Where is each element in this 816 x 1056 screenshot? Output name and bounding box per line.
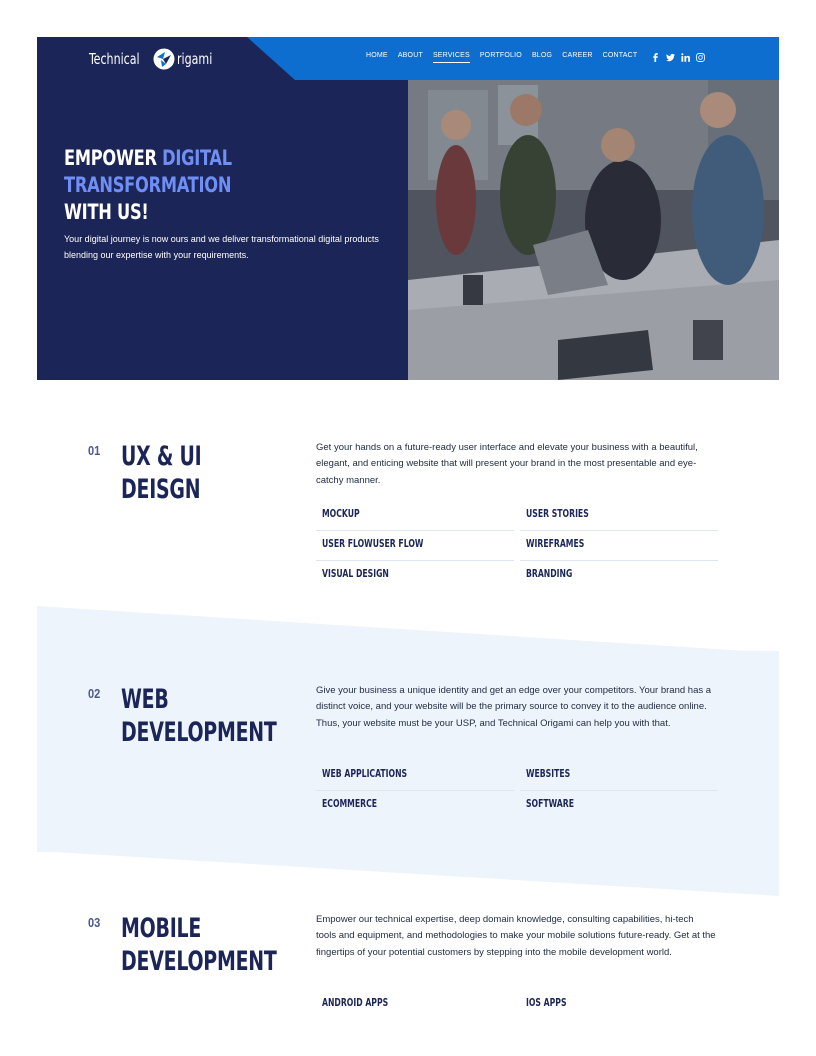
social-links [651, 53, 705, 62]
service-number: 03 [88, 915, 101, 930]
logo-text-left: Technical [89, 50, 140, 68]
section-band-bottom [37, 851, 779, 896]
logo[interactable] [89, 47, 220, 71]
hero-title-part1: EMPOWER [64, 146, 163, 170]
service-tag: BRANDING [526, 567, 573, 580]
service-tag: WIREFRAMES [520, 531, 718, 561]
section-band [37, 651, 779, 852]
hero-team-photo [408, 80, 779, 380]
service-tag: IOS APPS [526, 996, 567, 1009]
nav-career[interactable]: CAREER [562, 52, 593, 59]
nav-home[interactable]: HOME [366, 52, 388, 59]
nav-portfolio[interactable]: PORTFOLIO [479, 52, 522, 59]
nav-blog[interactable]: BLOG [531, 52, 553, 59]
hero-section [37, 80, 408, 380]
service-tag: USER STORIES [520, 501, 718, 531]
nav-about[interactable]: ABOUT [397, 52, 423, 59]
service-tags [316, 761, 718, 821]
twitter-icon[interactable] [666, 53, 675, 62]
origami-bird-icon [153, 48, 175, 70]
service-tag: ECOMMERCE [322, 797, 378, 810]
linkedin-icon[interactable] [681, 53, 690, 62]
service-tags [316, 501, 718, 591]
service-tag: USER FLOWUSER FLOW [316, 531, 514, 561]
service-tags [316, 990, 718, 1020]
service-tag: ANDROID APPS [322, 996, 389, 1009]
service-tag: SOFTWARE [526, 797, 574, 810]
hero-title [64, 145, 348, 226]
service-title: MOBILE DEVELOPMENT [121, 913, 277, 977]
nav-services[interactable]: SERVICES [433, 52, 470, 62]
service-tag: MOCKUP [316, 501, 514, 531]
instagram-icon[interactable] [696, 53, 705, 62]
hero-subtitle: Your digital journey is now ours and we deliver transformational digital products blending our expertise with your requirements. [64, 234, 379, 260]
page [37, 37, 779, 1056]
facebook-icon[interactable] [651, 53, 660, 62]
service-description: Get your hands on a future-ready user interface and elevate your business with a beautiful, elegant, and enticing website that will present your brand in the most presentable and eye-catchy manner. [316, 442, 698, 486]
section-band-top [37, 606, 779, 653]
hero-title-highlight: DIGITAL TRANSFORMATION [64, 146, 232, 197]
service-tag: WEB APPLICATIONS [316, 761, 514, 791]
nav-contact[interactable]: CONTACT [602, 52, 638, 59]
service-number: 01 [88, 443, 101, 458]
main-nav [366, 52, 637, 62]
service-number: 02 [88, 686, 101, 701]
hero-title-part2: WITH US! [64, 200, 149, 224]
service-description: Empower our technical expertise, deep domain knowledge, consulting capabilities, hi-tech tools and equipment, and methodologies to make your mobile solutions future-ready. Get at the fingertips of your potential customers by stepping into the mobile development world. [316, 914, 716, 958]
service-title: UX & UI DEISGN [121, 441, 202, 505]
logo-text-right: rigami [176, 50, 213, 68]
site-header [37, 37, 779, 80]
service-description: Give your business a unique identity and get an edge over your competitors. Your brand has a distinct voice, and your website will be the primary source to convey it to the audience online. Thus, your website must be your USP, and Technical Origami can help you with that. [316, 685, 712, 729]
service-title: WEB DEVELOPMENT [121, 684, 277, 748]
service-tag: WEBSITES [520, 761, 718, 791]
service-tag: VISUAL DESIGN [322, 567, 389, 580]
